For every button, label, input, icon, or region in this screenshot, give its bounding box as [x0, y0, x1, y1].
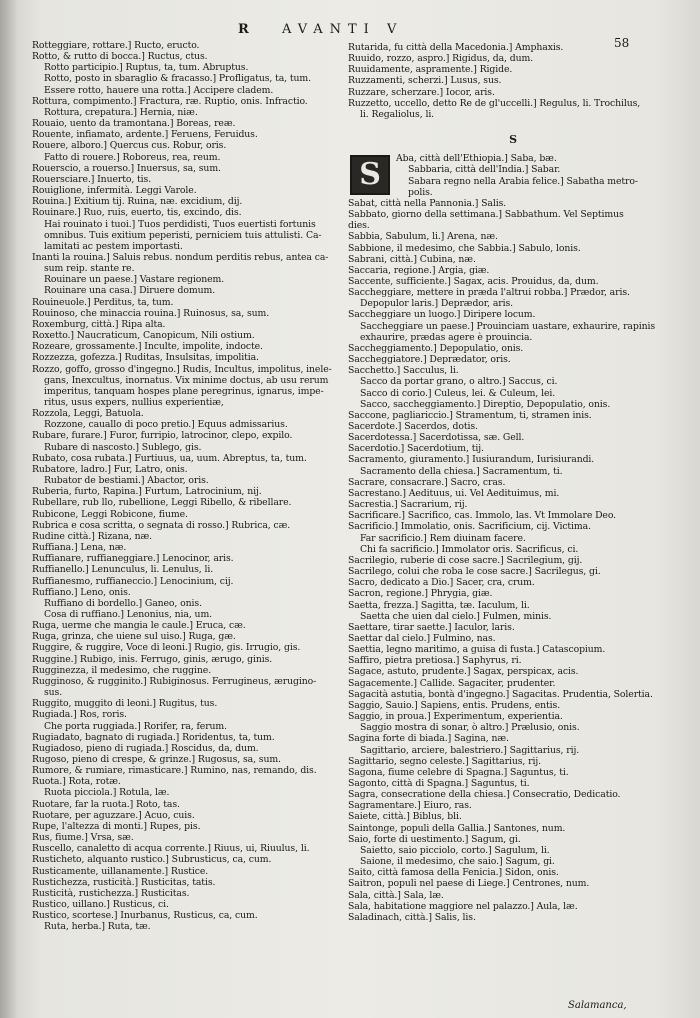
- section-heading: S: [509, 133, 517, 147]
- dictionary-entry: Ruzzamenti, scherzi.] Lusus, sus.: [348, 75, 502, 87]
- dictionary-entry: Rusticità, rustichezza.] Rusticitas.: [32, 887, 190, 899]
- dictionary-entry: Rusticamente, uillanamente.] Rustice.: [32, 865, 209, 877]
- dictionary-entry: Rudine città.] Rizana, næ.: [32, 530, 153, 542]
- dictionary-entry: Rouinoso, che minaccia rouina.] Ruinosus, sa, sum.: [32, 307, 270, 319]
- dictionary-entry: Saito, città famosa della Fenicia.] Sidon, onis.: [348, 867, 559, 879]
- dictionary-entry: Rumore, & rumiarе, rimasticare.] Rumino, nas, remando, dis.: [32, 765, 317, 777]
- dictionary-entry: Ruuido, rozzo, aspro.] Rigidus, da, dum.: [348, 53, 534, 65]
- dictionary-entry: Sacrare, consacrare.] Sacro, cras.: [348, 476, 506, 488]
- dictionary-entry: Rubicone, Leggi Robicone, fiume.: [32, 508, 188, 520]
- dictionary-entry: Saio, forte di uestimento.] Sagum, gi.: [348, 833, 521, 845]
- dictionary-entry: Sacerdote.] Sacerdos, dotis.: [348, 421, 478, 432]
- dictionary-entry: Rubare di nascosto.] Sublego, gis.: [44, 441, 202, 453]
- dictionary-entry: Rugginezza, il medesimo, che ruggine.: [32, 664, 212, 676]
- dictionary-entry: Saccente, sufficiente.] Sagax, acis. Prouidus, da, dum.: [348, 275, 599, 287]
- dictionary-entry: Sagra, consecratione della chiesa.] Consecratio, Dedicatio.: [348, 789, 621, 801]
- dictionary-entry: Saintonge, populi della Gallia.] Santones, num.: [348, 822, 566, 834]
- dictionary-entry: Depopulor laris.] Deprædor, aris.: [360, 298, 514, 310]
- dictionary-entry: Sacco di corio.] Culeus, lei. & Culeum, lei.: [360, 387, 556, 399]
- s-entries: [348, 153, 678, 923]
- dictionary-entry: Sabrani, città.] Cubina, næ.: [348, 253, 476, 265]
- dictionary-entry: Ruzzetto, uccello, detto Re de gl'uccelli.] Regulus, li. Trochilus,: [348, 97, 641, 109]
- dictionary-entry: Ruuidamente, aspramente.] Rigide.: [348, 64, 513, 76]
- dictionary-entry: Sagace, astuto, prudente.] Sagax, perspicax, acis.: [348, 666, 579, 678]
- dictionary-entry: ritus, usus expers, nullius experientiæ,: [44, 397, 224, 408]
- dictionary-entry: Sacchetto.] Sacculus, li.: [348, 365, 459, 377]
- dictionary-entry: Sacrilegio, ruberie di cose sacre.] Sacrilegium, gij.: [348, 554, 583, 566]
- dictionary-entry: Hai rouinato i tuoi.] Tuos perdidisti, Tuos euertisti fortunis: [44, 218, 316, 230]
- dictionary-entry: Saetta che uien dal cielo.] Fulmen, minis.: [360, 610, 552, 622]
- right-column: [348, 42, 678, 923]
- dictionary-entry: Rotto, & rutto di bocca.] Ructus, ctus.: [32, 51, 208, 63]
- dictionary-entry: Rozzo, goffo, grosso d'ingegno.] Rudis, Incultus, impolitus, inele-: [32, 363, 332, 375]
- dictionary-entry: Rupe, l'altezza di monti.] Rupes, pis.: [32, 820, 201, 832]
- dictionary-entry: Sacron, regione.] Phrygia, giæ.: [348, 588, 493, 600]
- dictionary-entry: Rozzone, cauallo di poco pretio.] Equus admissarius.: [44, 419, 288, 431]
- dictionary-entry: Sala, città.] Sala, læ.: [348, 889, 444, 901]
- dictionary-entry: Sacramento, giuramento.] Iusiurandum, Iurisiurandi.: [348, 454, 595, 466]
- dictionary-entry: Saggio, Sauio.] Sapiens, entis. Prudens, entis.: [348, 699, 561, 711]
- dictionary-entry: Saccheggiamento.] Depopulatio, onis.: [348, 342, 524, 354]
- dictionary-entry: Sagramentare.] Eiuro, ras.: [348, 800, 472, 812]
- dictionary-entry: Rotto participio.] Ruptus, ta, tum. Abruptus.: [44, 62, 249, 74]
- dictionary-entry: Sacrificare.] Sacrifico, cas. Immolo, las. Vt Immolare Deo.: [348, 510, 617, 522]
- dictionary-entry: Sagacità astutia, bontà d'ingegno.] Sagacitas. Prudentia, Solertia.: [348, 688, 653, 700]
- dictionary-entry: Saccaria, regione.] Argia, giæ.: [348, 264, 490, 276]
- dictionary-entry: Rouiglione, infermità. Leggi Varole.: [32, 185, 197, 197]
- dictionary-entry: Sacrestia.] Sacrarium, rij.: [348, 499, 468, 511]
- dictionary-entry: imperitus, tanquam hospes plane peregrinus, ignarus, impe-: [44, 385, 324, 397]
- dictionary-entry: Saitron, populi nel paese di Liege.] Centrones, num.: [348, 878, 590, 890]
- dictionary-entry: Essere rotto, hauere una rotta.] Accipere cladem.: [44, 84, 274, 96]
- dictionary-entry: Rugiadato, bagnato di rugiada.] Roridentus, ta, tum.: [32, 731, 275, 743]
- dictionary-entry: Saccheggiare un luogo.] Diripere locum.: [348, 309, 536, 321]
- dictionary-entry: Ruffiana.] Lena, næ.: [32, 542, 127, 554]
- dictionary-entry: exhaurire, prædas agere è prouincia.: [360, 331, 533, 343]
- dictionary-entry: Ruota.] Rota, rotæ.: [32, 776, 121, 788]
- dictionary-entry: Rottura, crepatura.] Hernia, niæ.: [44, 106, 198, 118]
- dictionary-entry: gans, Inexcultus, inornatus. Vix minime doctus, ab usu rerum: [44, 374, 329, 386]
- dictionary-entry: Rouinare una casa.] Diruere domum.: [44, 285, 216, 297]
- header-word: AVANTI V: [282, 22, 404, 37]
- dictionary-entry: Rotteggiare, rottare.] Ructo, eructo.: [32, 40, 200, 51]
- dictionary-entry: Saetta, frezza.] Sagitta, tæ. Iaculum, li.: [348, 599, 530, 611]
- dictionary-entry: Saffiro, pietra pretiosa.] Saphyrus, ri.: [348, 655, 522, 667]
- dictionary-entry: Rus, fiume.] Vrsa, sæ.: [32, 832, 134, 844]
- dictionary-entry: li. Regaliolus, li.: [360, 108, 435, 120]
- dictionary-entry: Rouinare.] Ruo, ruis, euerto, tis, excindo, dis.: [32, 207, 242, 219]
- dictionary-entry: Ruga, uerme che mangia le caule.] Eruca, cæ.: [32, 620, 246, 632]
- dictionary-entry: Saiete, città.] Biblus, bli.: [348, 811, 462, 823]
- dictionary-entry: Rugginoso, & rugginito.] Rubiginosus. Ferrugineus, ærugino-: [32, 675, 317, 687]
- dictionary-entry: Rutarida, fu città della Macedonia.] Amphaxis.: [348, 42, 564, 53]
- dictionary-entry: Ruota picciola.] Rotula, læ.: [44, 787, 170, 799]
- dictionary-entry: dies.: [348, 220, 370, 232]
- dictionary-entry: Ruggito, muggito di leoni.] Rugitus, tus.: [32, 698, 218, 710]
- dictionary-entry: Rubare, furare.] Furor, furripio, latrocinor, clepo, expilo.: [32, 430, 293, 442]
- dictionary-entry: Sagonto, città di Spagna.] Saguntus, ti.: [348, 778, 530, 789]
- dictionary-entry: Ruggine.] Rubigo, inis. Ferrugo, ginis, ærugo, ginis.: [32, 653, 273, 665]
- dictionary-entry: sus.: [44, 687, 63, 699]
- dictionary-entry: Ruggire, & ruggire, Voce di leoni.] Rugio, gis. Irrugio, gis.: [32, 642, 301, 654]
- dictionary-entry: Roxetto.] Naucraticum, Canopicum, Nili ostium.: [32, 330, 255, 342]
- dictionary-entry: Ruffianare, ruffianeggiare.] Lenocinor, aris.: [32, 553, 234, 565]
- dictionary-entry: Rotto, posto in sbaraglio & fracasso.] Profligatus, ta, tum.: [44, 73, 311, 85]
- dictionary-entry: Saccone, pagliariccio.] Stramentum, ti, stramen inis.: [348, 409, 592, 421]
- dictionary-entry: Rouineuole.] Perditus, ta, tum.: [32, 296, 174, 308]
- folio-number: 58: [614, 36, 630, 50]
- dictionary-entry: Ruta, herba.] Ruta, tæ.: [44, 921, 151, 933]
- dictionary-entry: Rouaio, uento da tramontana.] Boreas, reæ.: [32, 118, 236, 130]
- dictionary-entry: Sabara regno nella Arabia felice.] Sabatha metro-: [408, 175, 638, 187]
- dropcap-initial: S: [350, 155, 390, 195]
- dictionary-entry: Saggio, in proua.] Experimentum, experientia.: [348, 711, 563, 723]
- dictionary-entry: sum reip. stante re.: [44, 263, 135, 275]
- dictionary-entry: Sacro, dedicato a Dio.] Sacer, cra, crum.: [348, 577, 535, 589]
- dictionary-entry: Sala, habitatione maggiore nel palazzo.] Aula, læ.: [348, 900, 578, 912]
- dictionary-entry: Rozzola, Leggi, Batuola.: [32, 408, 144, 420]
- catchword: Salamanca,: [568, 1000, 627, 1011]
- dictionary-entry: Saettar dal cielo.] Fulmino, nas.: [348, 632, 496, 644]
- dictionary-entry: Sacerdotio.] Sacerdotium, tij.: [348, 443, 484, 455]
- dictionary-entry: Rustico, uillano.] Rusticus, ci.: [32, 899, 169, 911]
- dictionary-entry: Aba, città dell'Ethiopia.] Saba, bæ.: [396, 153, 557, 165]
- dictionary-entry: Rubrica e cosa scritta, o segnata di rosso.] Rubrica, cæ.: [32, 519, 291, 531]
- dictionary-entry: Sabat, città nella Pannonia.] Salis.: [348, 197, 507, 209]
- dictionary-entry: Rustico, scortese.] Inurbanus, Rusticus, ca, cum.: [32, 910, 258, 922]
- dictionary-entry: Sacrificio.] Immolatio, onis. Sacrificium, cij. Victima.: [348, 521, 591, 533]
- dictionary-entry: Rugiada.] Ros, roris.: [32, 709, 127, 721]
- dictionary-entry: polis.: [408, 186, 433, 198]
- dictionary-entry: Rozzezza, gofezza.] Ruditas, Insulsitas, impolitia.: [32, 352, 259, 364]
- dictionary-entry: Sacco da portar grano, o altro.] Saccus, ci.: [360, 376, 558, 388]
- dictionary-entry: Sagina forte di biada.] Sagina, næ.: [348, 733, 509, 745]
- dictionary-entry: Ruscello, canaletto di acqua corrente.] Riuus, ui, Riuulus, li.: [32, 843, 310, 855]
- dictionary-entry: Saccheggiatore.] Deprædator, oris.: [348, 354, 511, 366]
- dictionary-entry: Rouersciare.] Inuerto, tis.: [32, 173, 152, 185]
- dictionary-entry: Rouina.] Exitium tij. Ruina, næ. excidium, dij.: [32, 196, 243, 208]
- dictionary-entry: Sacrestano.] Aedituus, ui. Vel Aedituimus, mi.: [348, 487, 560, 499]
- right-column-s-entries: [348, 153, 678, 923]
- dictionary-entry: Ruffianello.] Lenunculus, li. Lenulus, li.: [32, 564, 214, 576]
- dictionary-entry: Ruffianesmo, ruffianeccio.] Lenocinium, cij.: [32, 575, 234, 587]
- dictionary-entry: Che porta ruggiada.] Rorifer, ra, ferum.: [44, 720, 228, 732]
- dictionary-entry: Sacrilego, colui che roba le cose sacre.] Sacrilegus, gi.: [348, 566, 601, 578]
- dictionary-entry: lamitati ac pestem importasti.: [44, 240, 183, 252]
- dictionary-entry: Rubellare, rub llo, rubellione, Leggi Ribello, & ribellare.: [32, 497, 292, 509]
- dictionary-entry: Cosa di ruffiano.] Lenonius, nia, um.: [44, 608, 213, 620]
- header-letter: R: [238, 22, 249, 37]
- dictionary-entry: Rouere, alboro.] Quercus cus. Robur, oris.: [32, 140, 227, 152]
- dictionary-entry: Rubator de bestiami.] Abactor, oris.: [44, 475, 209, 487]
- dictionary-entry: Saladinach, città.] Salis, lis.: [348, 911, 476, 923]
- dictionary-entry: Roxemburg, città.] Ripa alta.: [32, 318, 166, 330]
- dictionary-entry: Saettia, legno maritimo, a guisa di fusta.] Catascopium.: [348, 644, 606, 656]
- dictionary-entry: Ruffiano di bordello.] Ganeo, onis.: [44, 597, 202, 609]
- dictionary-entry: Rugoso, pieno di crespe, & grinze.] Rugosus, sa, sum.: [32, 754, 281, 765]
- dictionary-entry: Saccheggiare, mettere in præda l'altrui robba.] Prædor, aris.: [348, 287, 630, 299]
- dictionary-entry: Rouinare un paese.] Vastare regionem.: [44, 274, 225, 286]
- dictionary-entry: Inanti la rouina.] Saluis rebus. nondum perditis rebus, antea ca-: [32, 251, 329, 263]
- dictionary-entry: Sabbaria, città dell'India.] Sabar.: [408, 164, 561, 176]
- dictionary-entry: Rozeare, grossamente.] Inculte, impolite, indocte.: [32, 341, 263, 353]
- dictionary-entry: Ruotare, per aguzzare.] Acuo, cuis.: [32, 809, 195, 821]
- dictionary-entry: Sagona, fiume celebre di Spagna.] Saguntus, ti.: [348, 766, 569, 778]
- dictionary-entry: Saggio mostra di sonar, ò altro.] Prælusio, onis.: [360, 722, 580, 734]
- right-column-r-entries: [348, 42, 678, 120]
- dictionary-entry: Ruberia, furto, Rapina.] Furtum, Latrocinium, nij.: [32, 486, 262, 498]
- dictionary-entry: Sabbia, Sabulum, li.] Arena, næ.: [348, 231, 498, 243]
- dictionary-entry: Rubato, cosa rubata.] Furtiuus, ua, uum. Abreptus, ta, tum.: [32, 452, 307, 464]
- dictionary-entry: Sacco, saccheggiamento.] Direptio, Depopulatio, onis.: [360, 398, 611, 410]
- dictionary-entry: Rusticheto, alquanto rustico.] Subrusticus, ca, cum.: [32, 854, 272, 866]
- dictionary-entry: Sacerdotessa.] Sacerdotissa, sæ. Gell.: [348, 432, 525, 444]
- dictionary-entry: Rouerscio, a rouerso.] Inuersus, sa, sum.: [32, 162, 221, 174]
- dictionary-entry: Rugiadoso, pieno di rugiada.] Roscidus, da, dum.: [32, 742, 259, 754]
- dictionary-entry: Ruga, grinza, che uiene sul uiso.] Ruga, gæ.: [32, 631, 236, 643]
- dictionary-entry: Rustichezza, rusticità.] Rusticitas, tatis.: [32, 876, 216, 888]
- dictionary-entry: Rubatore, ladro.] Fur, Latro, onis.: [32, 463, 188, 475]
- dictionary-entry: Sabbione, il medesimo, che Sabbia.] Sabulo, lonis.: [348, 242, 581, 254]
- dictionary-entry: Ruotare, far la ruota.] Roto, tas.: [32, 798, 180, 810]
- left-column: [32, 40, 332, 933]
- dictionary-entry: Chi fa sacrificio.] Immolator oris. Sacrificus, ci.: [360, 543, 579, 555]
- dictionary-entry: Saettare, tirar saette.] Iaculor, laris.: [348, 621, 515, 633]
- dictionary-entry: Rouente, infiamato, ardente.] Feruens, Feruidus.: [32, 129, 258, 141]
- dictionary-entry: Ruffiano.] Leno, onis.: [32, 586, 131, 598]
- dictionary-entry: Far sacrificio.] Rem diuinam facere.: [360, 532, 526, 544]
- dictionary-entry: Sacramento della chiesa.] Sacramentum, ti.: [360, 465, 563, 477]
- dictionary-entry: Sabbato, giorno della settimana.] Sabbathum. Vel Septimus: [348, 209, 624, 221]
- dictionary-entry: Sagittario, segno celeste.] Sagittarius, rij.: [348, 755, 541, 767]
- dictionary-entry: Saietto, saio picciolo, corto.] Sagulum, li.: [360, 844, 550, 856]
- dictionary-entry: omnibus. Tuis exitium peperisti, perniciem tuis attulisti. Ca-: [44, 229, 322, 241]
- dictionary-entry: Saccheggiare un paese.] Prouinciam uastare, exhaurire, rapinis: [360, 320, 656, 332]
- dictionary-entry: Sagacemente.] Callide. Sagaciter, prudenter.: [348, 677, 556, 689]
- dictionary-entry: Sagittario, arciere, balestriero.] Sagittarius, rij.: [360, 744, 580, 756]
- dictionary-entry: Fatto di rouere.] Roboreus, rea, reum.: [44, 151, 221, 163]
- dictionary-entry: Rottura, compimento.] Fractura, ræ. Ruptio, onis. Infractio.: [32, 95, 308, 107]
- gutter-shadow: [0, 0, 18, 1018]
- dictionary-entry: Ruzzare, scherzare.] Iocor, aris.: [348, 86, 495, 98]
- dictionary-entry: Saione, il medesimo, che saio.] Sagum, gi.: [360, 856, 555, 868]
